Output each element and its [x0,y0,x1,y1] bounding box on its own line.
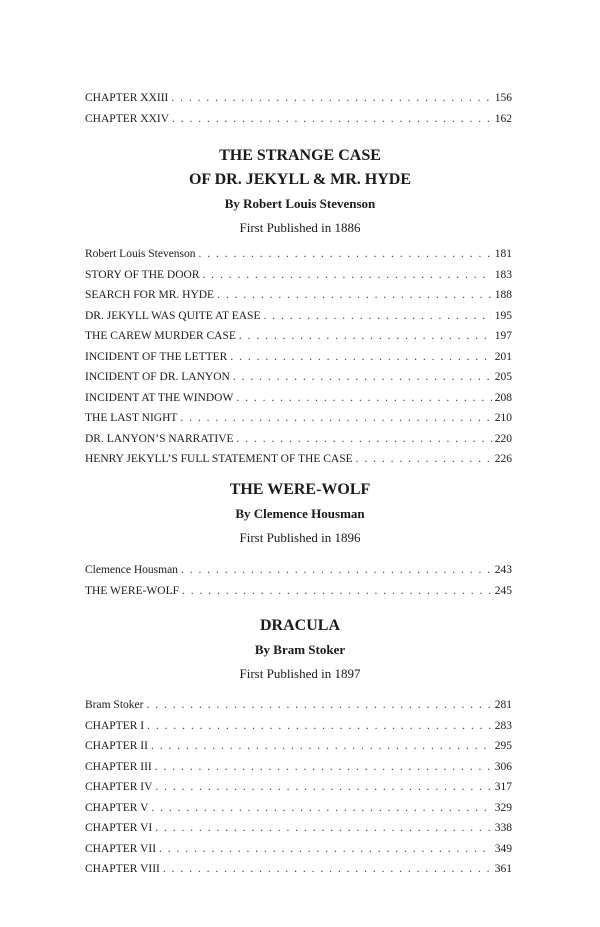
page-number: 245 [494,584,512,597]
page-number: 195 [494,309,512,322]
toc-entry[interactable]: INCIDENT OF THE LETTER . . . 201 [85,347,512,368]
toc-entry[interactable]: CHAPTER III . . . 306 [85,757,512,778]
book-author: By Clemence Housman [235,506,365,521]
page-number: 361 [494,863,512,875]
toc-list-jekyll [85,244,512,470]
page-number: 329 [494,801,512,814]
toc-entry[interactable]: CHAPTER VII . . . 349 [85,839,512,860]
toc-entry[interactable]: CHAPTER V . . . 329 [85,798,512,819]
toc-list-continued [85,88,512,129]
book-heading-dracula [0,614,600,684]
toc-entry[interactable]: Bram Stoker . . . 281 [85,695,512,716]
toc-entry[interactable]: CHAPTER VI . . . 338 [85,818,512,839]
page-number: 208 [494,391,512,404]
page-number: 281 [494,699,512,711]
page-number: 306 [494,760,512,773]
page-number: 317 [494,781,512,793]
toc-entry[interactable]: CHAPTER XXIII . . . 156 [85,88,512,109]
toc-entry[interactable]: DR. LANYON’S NARRATIVE . . . 220 [85,429,512,450]
book-author: By Robert Louis Stevenson [224,196,376,211]
toc-list-werewolf [85,560,512,601]
toc-entry[interactable]: Clemence Housman . . . 243 [85,560,512,581]
toc-entry[interactable]: Robert Louis Stevenson . . . 181 [85,244,512,265]
book-title: OF DR. JEKYLL & MR. HYDE [188,171,412,188]
page-number: 205 [494,371,512,383]
toc-entry[interactable]: INCIDENT OF DR. LANYON . . . 205 [85,367,512,388]
page-number: 188 [494,289,512,301]
toc-entry[interactable]: STORY OF THE DOOR . . . 183 [85,265,512,286]
toc-entry[interactable]: CHAPTER VIII . . . 361 [85,859,512,880]
toc-entry[interactable]: DR. JEKYLL WAS QUITE AT EASE . . . 195 [85,306,512,327]
book-title: THE WERE-WOLF [229,481,371,498]
book-published: First Published in 1897 [239,666,361,681]
toc-entry[interactable]: THE CAREW MURDER CASE . . . 197 [85,326,512,347]
page-number: 201 [494,350,512,363]
toc-entry[interactable]: CHAPTER IV . . . 317 [85,777,512,798]
page-number: 283 [494,719,512,732]
toc-list-dracula [85,695,512,880]
book-heading-jekyll [0,144,600,238]
book-heading-werewolf [0,478,600,548]
page-number: 243 [494,564,512,576]
page-number: 349 [494,842,512,855]
book-title: THE STRANGE CASE [219,147,381,164]
toc-entry[interactable]: INCIDENT AT THE WINDOW . . . 208 [85,388,512,409]
toc-entry[interactable]: THE WERE-WOLF . . . 245 [85,581,512,602]
toc-entry[interactable]: CHAPTER I . . . 283 [85,716,512,737]
book-title: DRACULA [260,617,340,634]
toc-entry[interactable]: THE LAST NIGHT . . . 210 [85,408,512,429]
page-number: 226 [494,453,512,465]
book-published: First Published in 1886 [239,220,361,235]
toc-entry[interactable]: CHAPTER XXIV . . . 162 [85,109,512,130]
page-number: 156 [494,92,512,104]
toc-entry[interactable]: CHAPTER II . . . 295 [85,736,512,757]
page-number: 338 [494,822,512,834]
page-number: 181 [494,248,512,260]
book-published: First Published in 1896 [239,530,361,545]
page-number: 197 [494,330,512,342]
book-author: By Bram Stoker [254,642,346,657]
toc-entry[interactable]: HENRY JEKYLL’S FULL STATEMENT OF THE CASE . . . 226 [85,449,512,470]
page-number: 295 [494,740,512,752]
page-number: 162 [494,112,512,125]
page-number: 220 [494,432,512,445]
toc-entry[interactable]: SEARCH FOR MR. HYDE . . . 188 [85,285,512,306]
page-number: 210 [494,412,512,424]
page-number: 183 [494,268,512,281]
